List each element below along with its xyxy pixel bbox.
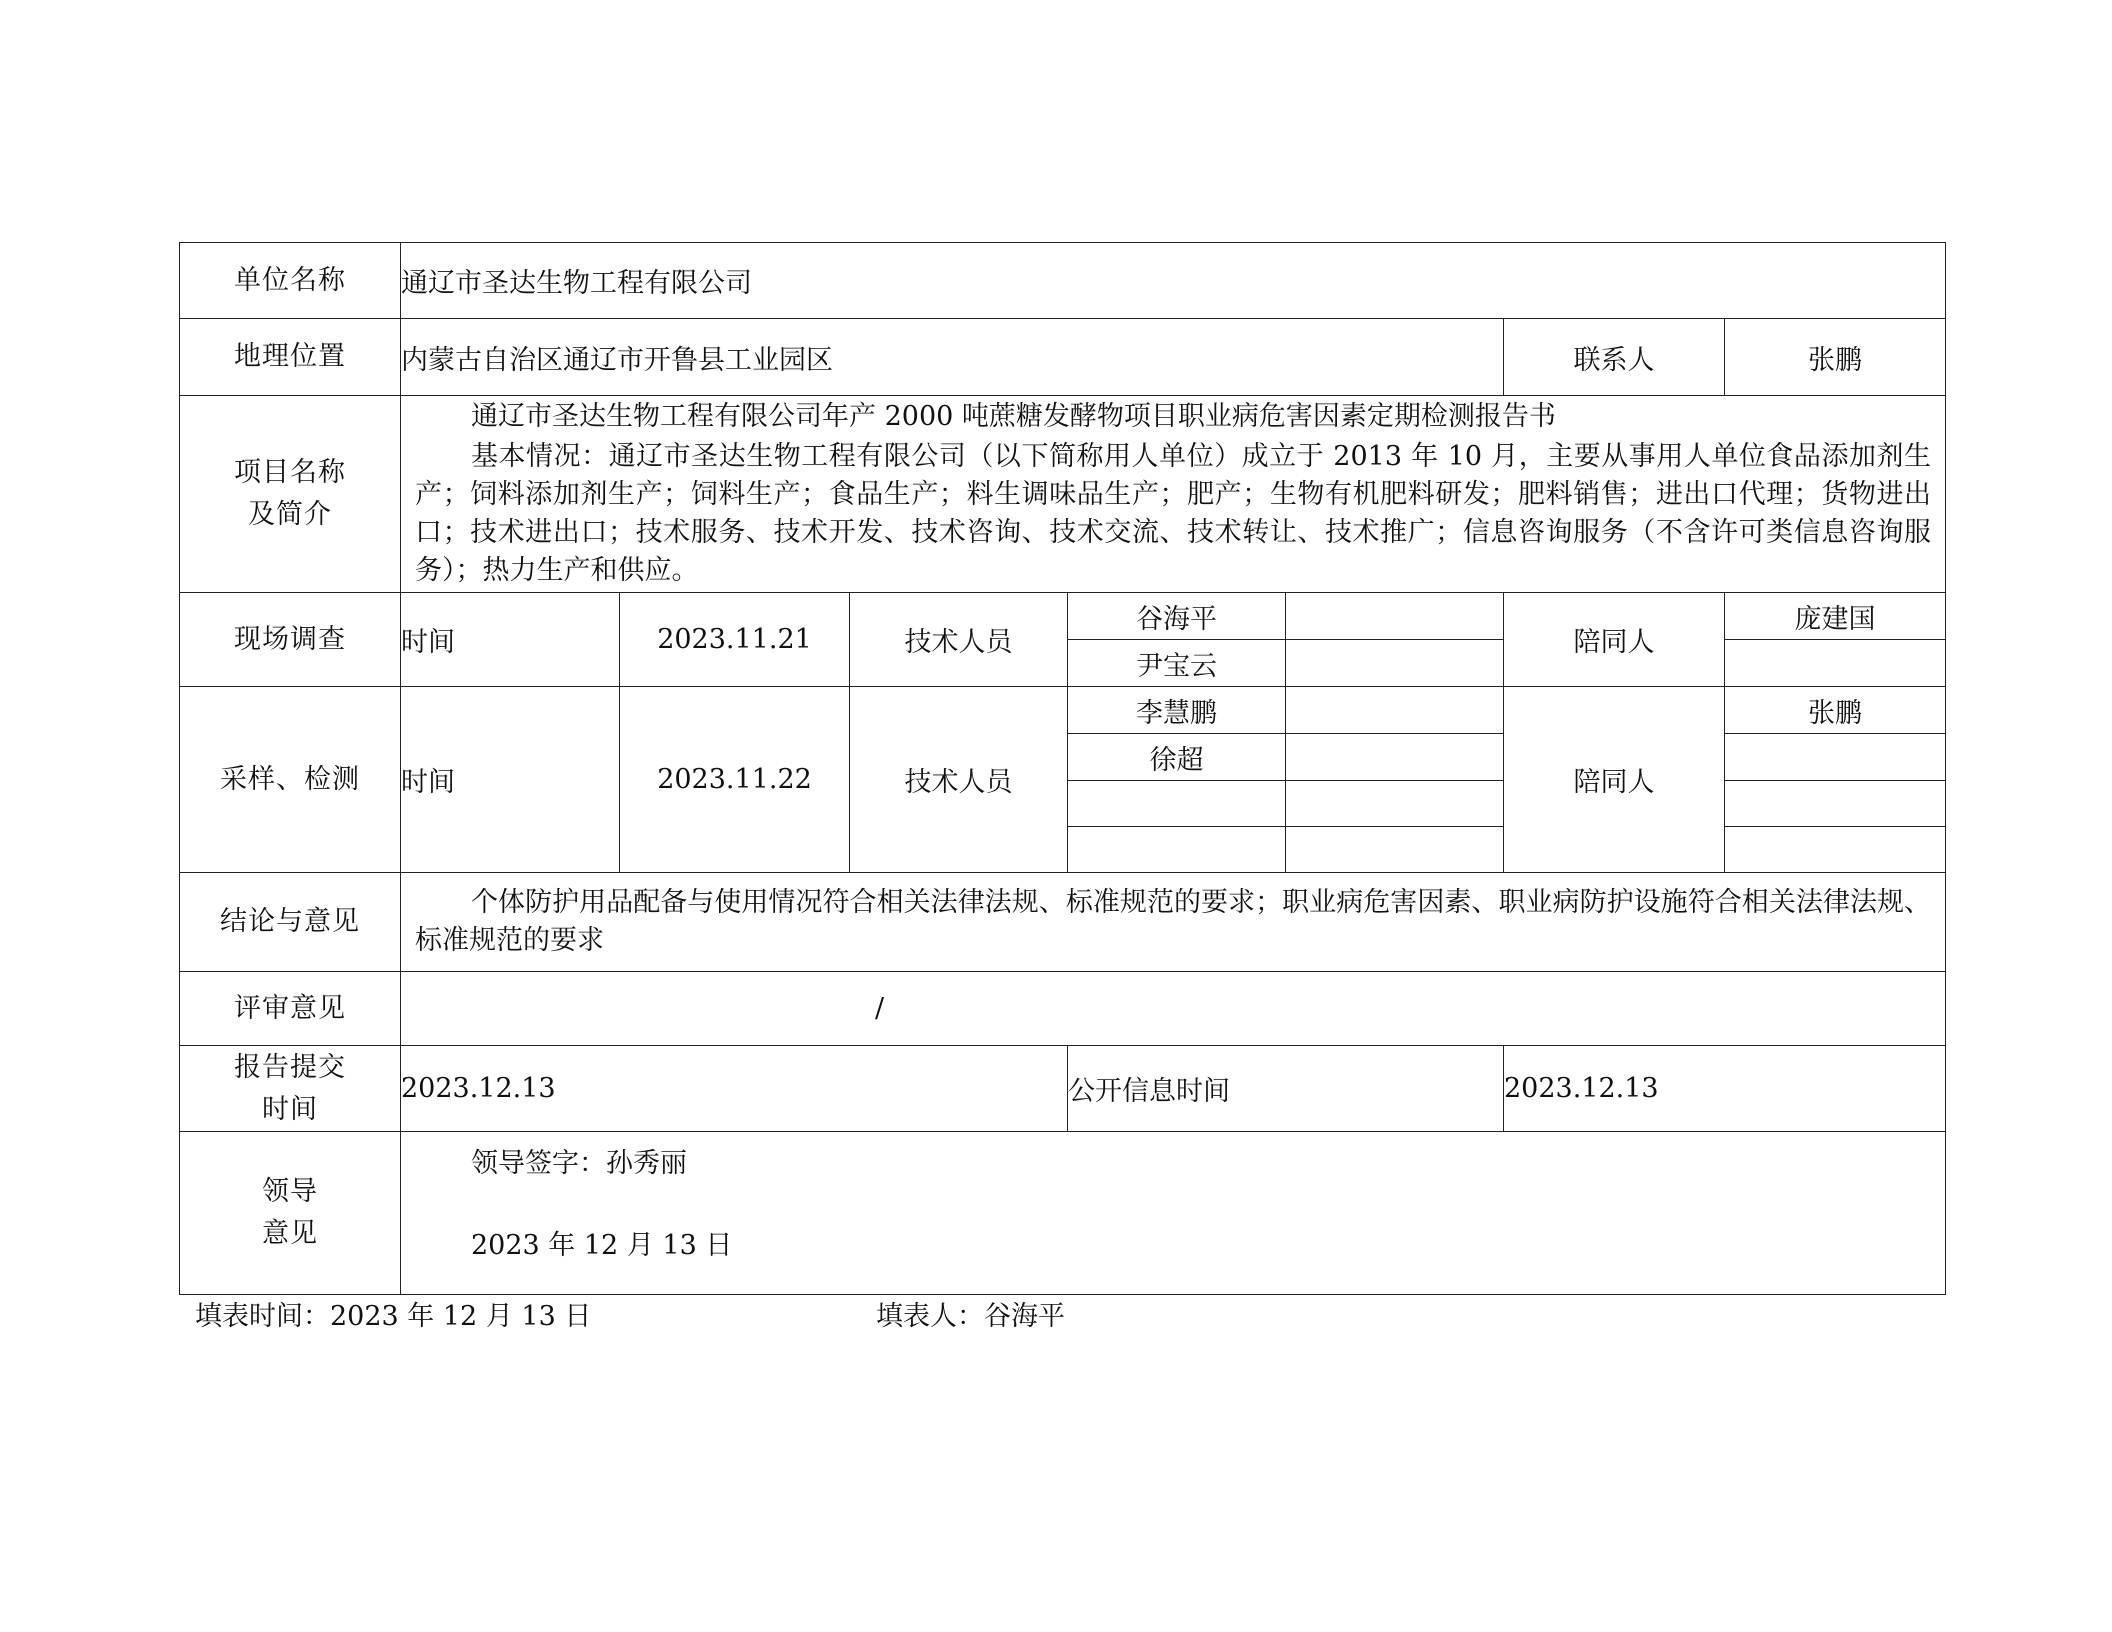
sampling-staff-4 [1068, 827, 1286, 873]
survey-companion-label: 陪同人 [1504, 593, 1725, 687]
review-label: 评审意见 [180, 972, 401, 1046]
sampling-companion-2 [1725, 734, 1946, 781]
survey-staff-extra-2 [1286, 640, 1504, 687]
row-sampling-1 [180, 687, 1946, 734]
survey-label: 现场调查 [180, 593, 401, 687]
survey-companion-2 [1725, 640, 1946, 687]
survey-time-label: 时间 [401, 593, 620, 687]
sampling-staff-2: 徐超 [1068, 734, 1286, 781]
leader-date: 2023 年 12 月 13 日 [471, 1230, 733, 1261]
row-unit-name [180, 243, 1946, 319]
sampling-staff-extra-4 [1286, 827, 1504, 873]
unit-name-value: 通辽市圣达生物工程有限公司 [401, 243, 1946, 319]
fill-time: 填表时间：2023 年 12 月 13 日 [195, 1301, 592, 1332]
project-title: 通辽市圣达生物工程有限公司年产 2000 吨蔗糖发酵物项目职业病危害因素定期检测报告书 [471, 401, 1556, 432]
row-review [180, 972, 1946, 1046]
sampling-companion-3 [1725, 781, 1946, 827]
project-description: 基本情况：通辽市圣达生物工程有限公司（以下简称用人单位）成立于 2013 年 10 月，主要从事用人单位食品添加剂生产；饲料添加剂生产；饲料生产；食品生产；料生调味品生产；肥产；生物有机肥料研发；肥料销售；进出口代理；货物进出口；技术进出口；技术服务、技术开发、技术咨询、技术交流、技术转让、技术推广；信息咨询服务（不含许可类信息咨询服务）；热力生产和供应。 [415, 441, 1932, 586]
submit-time-value: 2023.12.13 [401, 1046, 1068, 1132]
conclusion-cell [401, 873, 1946, 972]
leader-label-line2: 意见 [262, 1218, 318, 1249]
sampling-companion-label: 陪同人 [1504, 687, 1725, 873]
leader-cell [401, 1132, 1946, 1295]
sampling-companion-4 [1725, 827, 1946, 873]
row-project [180, 396, 1946, 593]
sampling-staff-extra-2 [1286, 734, 1504, 781]
submit-label [180, 1046, 401, 1132]
sampling-label: 采样、检测 [180, 687, 401, 873]
location-label: 地理位置 [180, 319, 401, 396]
survey-staff-1: 谷海平 [1068, 593, 1286, 640]
submit-label-line2: 时间 [262, 1093, 318, 1125]
sampling-staff-extra-1 [1286, 687, 1504, 734]
survey-staff-2: 尹宝云 [1068, 640, 1286, 687]
sampling-staff-3 [1068, 781, 1286, 827]
review-value: / [401, 972, 1946, 1046]
survey-staff-label: 技术人员 [850, 593, 1068, 687]
row-survey-1 [180, 593, 1946, 640]
leader-signature: 领导签字：孙秀丽 [471, 1148, 687, 1179]
sampling-staff-1: 李慧鹏 [1068, 687, 1286, 734]
row-conclusion [180, 873, 1946, 972]
sampling-time-label: 时间 [401, 687, 620, 873]
public-time-label: 公开信息时间 [1068, 1046, 1504, 1132]
project-label-line2: 及简介 [248, 499, 332, 530]
row-location [180, 319, 1946, 396]
sampling-time-value: 2023.11.22 [620, 687, 850, 873]
sampling-companion-1: 张鹏 [1725, 687, 1946, 734]
filler: 填表人：谷海平 [876, 1301, 1065, 1332]
row-submit [180, 1046, 1946, 1132]
survey-staff-extra-1 [1286, 593, 1504, 640]
unit-name-label: 单位名称 [180, 243, 401, 319]
project-label [180, 396, 401, 593]
project-label-line1: 项目名称 [234, 457, 346, 488]
sampling-staff-label: 技术人员 [850, 687, 1068, 873]
public-time-value: 2023.12.13 [1504, 1046, 1946, 1132]
leader-label [180, 1132, 401, 1295]
survey-time-value: 2023.11.21 [620, 593, 850, 687]
leader-label-line1: 领导 [262, 1176, 318, 1207]
contact-value: 张鹏 [1725, 319, 1946, 396]
location-value: 内蒙古自治区通辽市开鲁县工业园区 [401, 319, 1504, 396]
survey-companion-1: 庞建国 [1725, 593, 1946, 640]
submit-label-line1: 报告提交 [234, 1051, 346, 1083]
row-leader [180, 1132, 1946, 1295]
contact-label: 联系人 [1504, 319, 1725, 396]
project-content [401, 396, 1946, 593]
conclusion-label: 结论与意见 [180, 873, 401, 972]
report-form-table [179, 242, 1946, 1295]
conclusion-text: 个体防护用品配备与使用情况符合相关法律法规、标准规范的要求；职业病危害因素、职业病防护设施符合相关法律法规、标准规范的要求 [415, 887, 1932, 956]
sampling-staff-extra-3 [1286, 781, 1504, 827]
